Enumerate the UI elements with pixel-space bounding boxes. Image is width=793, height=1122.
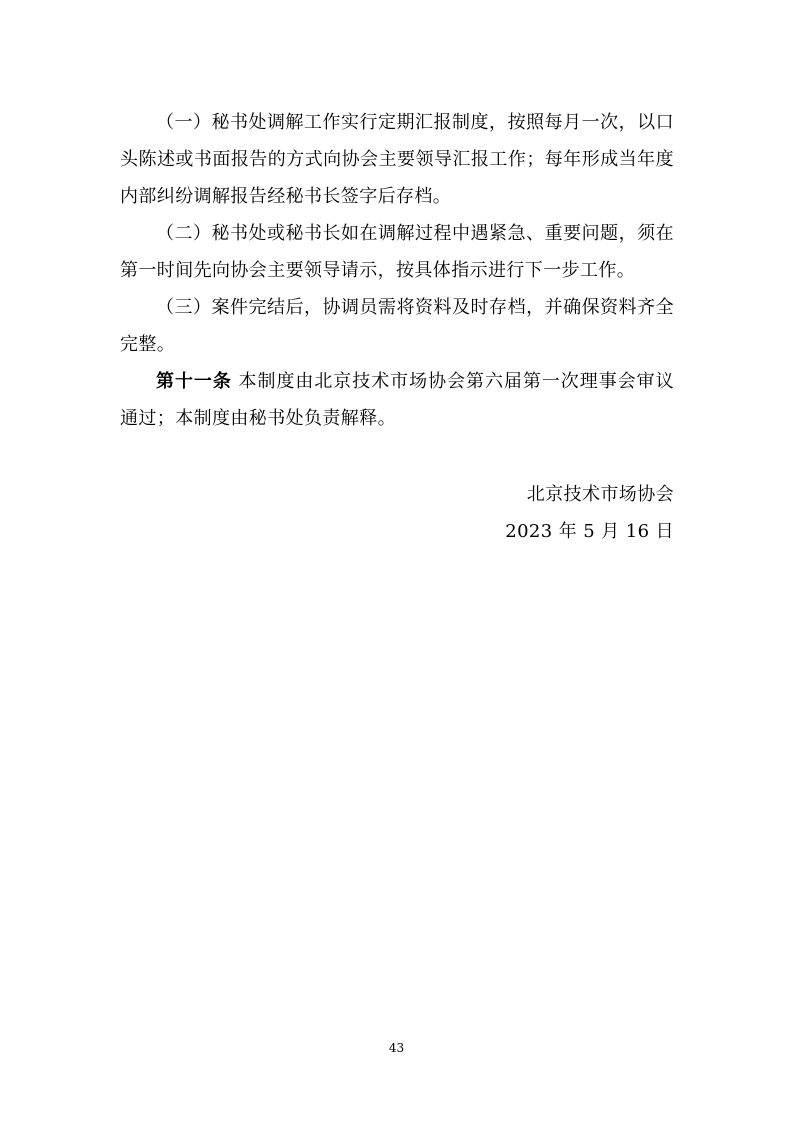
paragraph-case-archiving: （三）案件完结后，协调员需将资料及时存档，并确保资料齐全完整。 [120,297,674,355]
document-body [120,104,674,437]
article-text: 本制度由北京技术市场协会第六届第一次理事会审议通过；本制度由秘书处负责解释。 [120,371,674,429]
paragraph-reporting-system: （一）秘书处调解工作实行定期汇报制度，按照每月一次，以口头陈述或书面报告的方式向协会主要领导汇报工作；每年形成当年度内部纠纷调解报告经秘书长签字后存档。 [120,112,674,207]
paragraph-urgent-issues: （二）秘书处或秘书长如在调解过程中遇紧急、重要问题，须在第一时间先向协会主要领导请示，按具体指示进行下一步工作。 [120,223,674,281]
article-number: 第十一条 [156,371,232,392]
signature-date: 2023 年 5 月 16 日 [505,521,674,542]
page-number: 43 [388,1041,405,1055]
signature-organization: 北京技术市场协会 [526,484,674,505]
article-eleven [120,363,674,437]
